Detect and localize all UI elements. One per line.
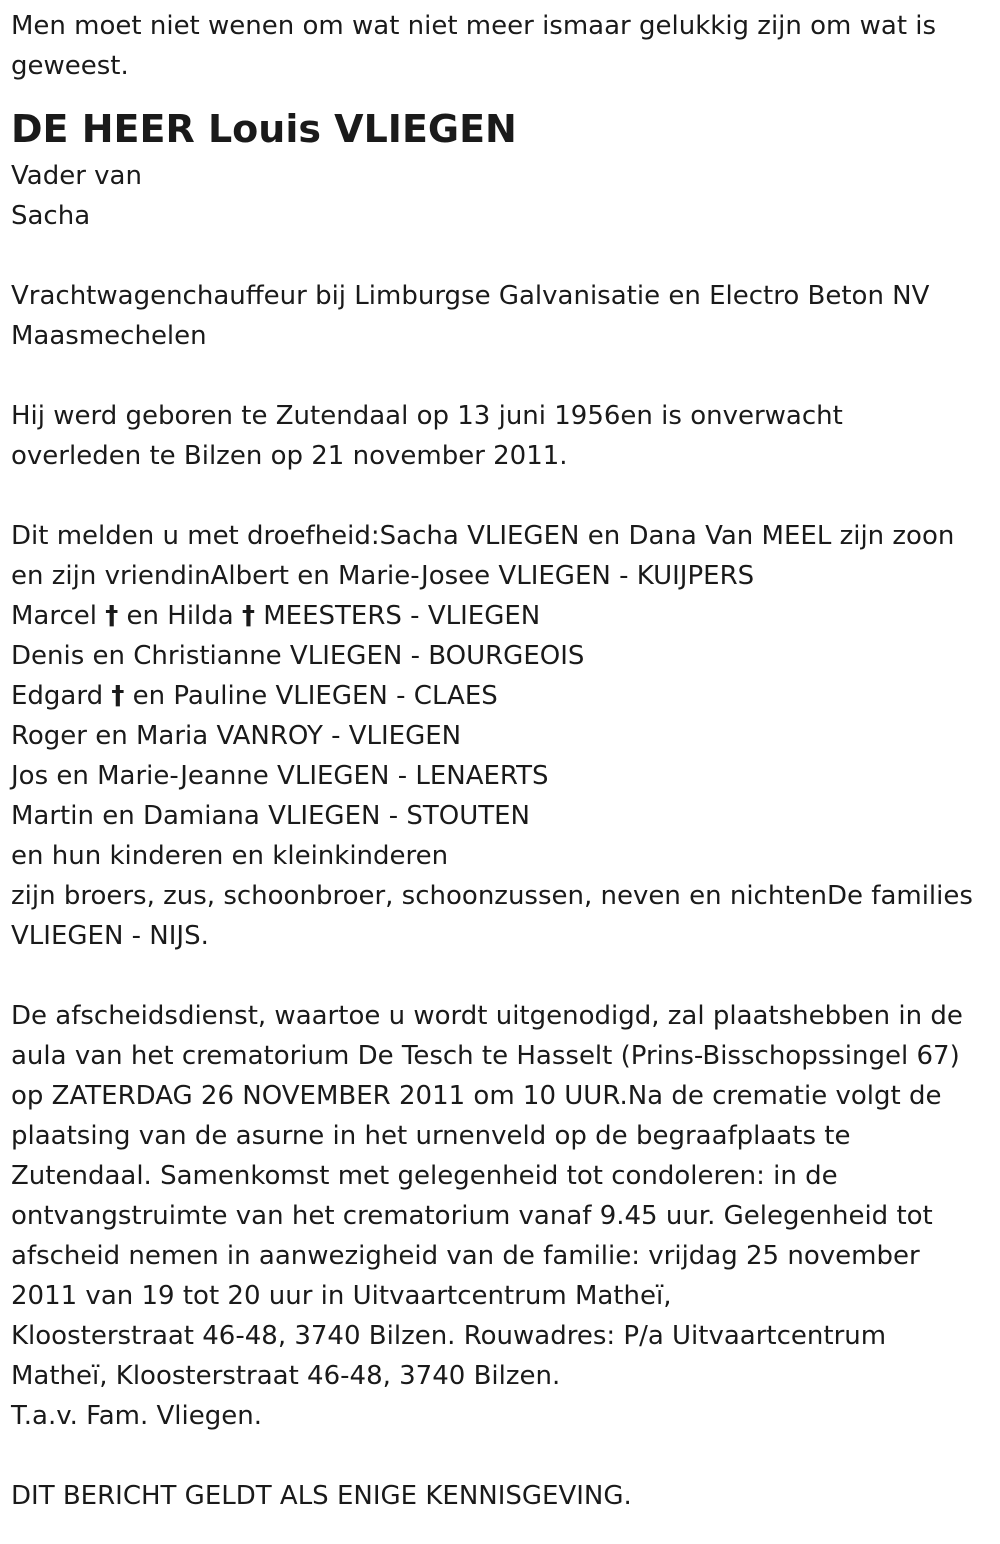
spacer [11,356,990,396]
announcement-line: en zijn vriendinAlbert en Marie-Josee VLIEGEN - KUIJPERS [11,561,755,591]
family-member: Edgard [11,681,104,711]
ceremony-line: op ZATERDAG 26 NOVEMBER 2011 om 10 UUR.Na de crematie volgt de [11,1081,942,1111]
spacer [11,236,990,276]
ceremony-line: 2011 van 19 tot 20 uur in Uitvaartcentrum Matheï, [11,1281,672,1311]
cross-icon: † [241,601,255,631]
deceased-name: DE HEER Louis VLIEGEN [11,107,517,151]
announcement-line: Roger en Maria VANROY - VLIEGEN [11,721,462,751]
cross-icon: † [105,601,119,631]
quote-line: geweest. [11,51,129,81]
ceremony-section [11,996,990,1436]
life-line: Hij werd geboren te Zutendaal op 13 juni 1956en is onverwacht [11,401,843,431]
announcement-line: Martin en Damiana VLIEGEN - STOUTEN [11,801,531,831]
occupation-section [11,276,990,356]
life-dates-section [11,396,990,476]
relation-line: Sacha [11,201,91,231]
ceremony-line: afscheid nemen in aanwezigheid van de familie: vrijdag 25 november [11,1241,920,1271]
ceremony-line: T.a.v. Fam. Vliegen. [11,1401,262,1431]
announcement-line: VLIEGEN - NIJS. [11,921,209,951]
family-announcement [11,516,990,956]
family-member: Marcel [11,601,97,631]
ceremony-line: aula van het crematorium De Tesch te Hasselt (Prins-Bisschopssingel 67) [11,1041,960,1071]
family-member: MEESTERS - VLIEGEN [263,601,541,631]
announcement-line: zijn broers, zus, schoonbroer, schoonzussen, neven en nichtenDe families [11,881,973,911]
announcement-line [11,676,990,716]
family-member: en Hilda [126,601,234,631]
occupation-line: Maasmechelen [11,321,207,351]
announcement-line [11,596,990,636]
ceremony-line: plaatsing van de asurne in het urnenveld op de begraafplaats te [11,1121,851,1151]
announcement-line: Dit melden u met droefheid:Sacha VLIEGEN en Dana Van MEEL zijn zoon [11,521,955,551]
ceremony-line: De afscheidsdienst, waartoe u wordt uitgenodigd, zal plaatshebben in de [11,1001,963,1031]
occupation-line: Vrachtwagenchauffeur bij Limburgse Galvanisatie en Electro Beton NV [11,281,930,311]
cross-icon: † [111,681,125,711]
announcement-line: Denis en Christianne VLIEGEN - BOURGEOIS [11,641,585,671]
quote-line: Men moet niet wenen om wat niet meer ismaar gelukkig zijn om wat is [11,11,937,41]
memorial-quote [11,6,990,86]
ceremony-line: Kloosterstraat 46-48, 3740 Bilzen. Rouwadres: P/a Uitvaartcentrum [11,1321,887,1351]
ceremony-line: Matheï, Kloosterstraat 46-48, 3740 Bilzen. [11,1361,561,1391]
announcement-line: en hun kinderen en kleinkinderen [11,841,449,871]
spacer [11,956,990,996]
relation-line: Vader van [11,161,142,191]
sole-notice: DIT BERICHT GELDT ALS ENIGE KENNISGEVING. [11,1481,632,1511]
ceremony-line: ontvangstruimte van het crematorium vanaf 9.45 uur. Gelegenheid tot [11,1201,933,1231]
spacer [11,476,990,516]
announcement-line: Jos en Marie-Jeanne VLIEGEN - LENAERTS [11,761,549,791]
ceremony-line: Zutendaal. Samenkomst met gelegenheid tot condoleren: in de [11,1161,838,1191]
spacer [11,1436,990,1476]
life-line: overleden te Bilzen op 21 november 2011. [11,441,568,471]
family-member: en Pauline VLIEGEN - CLAES [132,681,498,711]
